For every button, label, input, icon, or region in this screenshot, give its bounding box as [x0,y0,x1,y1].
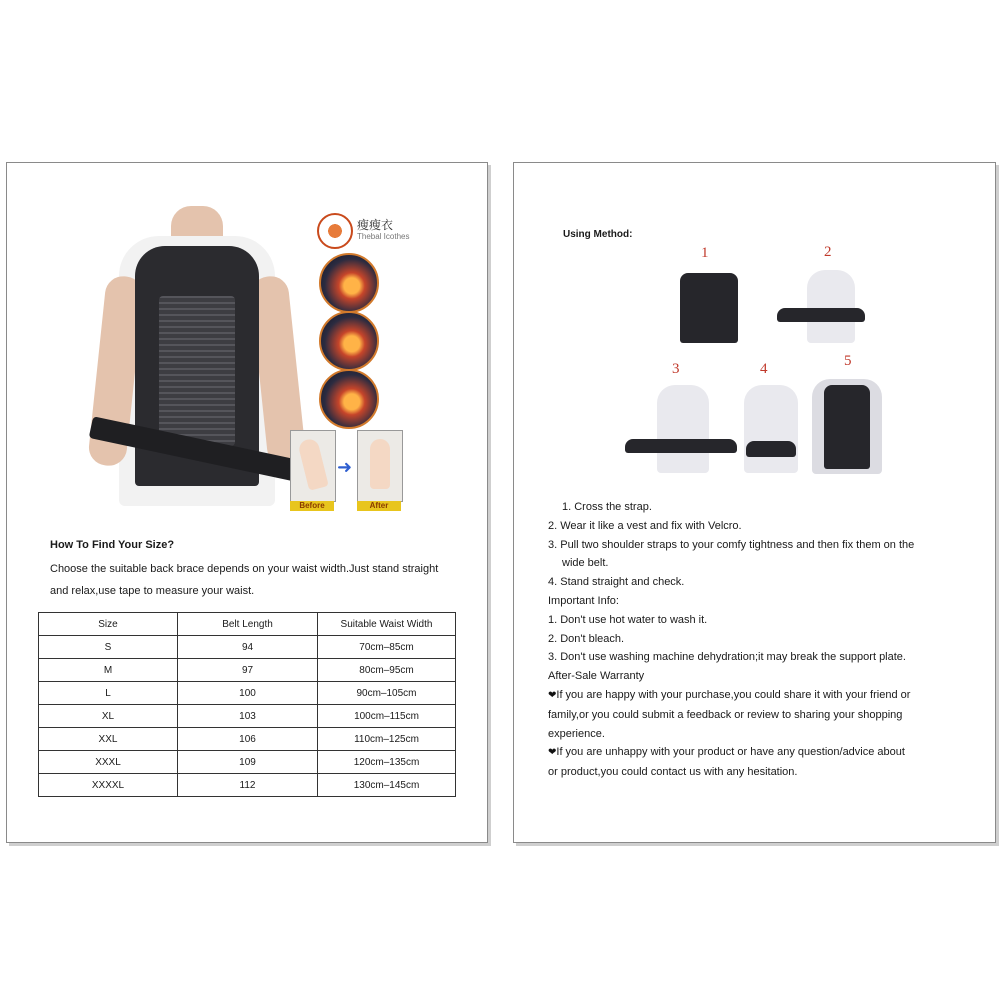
cell-belt-length: 94 [178,636,318,659]
brand-cn-text: 瘦瘦衣 [357,218,394,232]
brace-flat-image [680,273,738,343]
heart-icon: ❤ [548,689,557,701]
warranty-heading: After-Sale Warranty [548,670,645,683]
step-1-image [664,245,744,343]
neck-pain-illustration [319,253,379,313]
cell-size: M [39,659,178,682]
step-instruction: wide belt. [562,557,609,570]
size-guide-page [6,162,488,843]
cell-size: S [39,636,178,659]
using-method-heading: Using Method: [563,229,633,240]
cell-belt-length: 103 [178,705,318,728]
cell-belt-length: 109 [178,751,318,774]
cell-size: XL [39,705,178,728]
cell-size: XXXXL [39,774,178,797]
model-torso [807,270,855,343]
warranty-item: experience. [548,727,605,740]
shoulder-pain-illustration [319,311,379,371]
cell-belt-length: 97 [178,659,318,682]
brace-belt [625,439,737,453]
cell-belt-length: 106 [178,728,318,751]
cell-waist-width: 90cm–105cm [318,682,456,705]
warranty-item: ❤If you are happy with your purchase,you could share it with your friend or [548,688,911,701]
step-number: 5 [844,353,852,369]
cell-waist-width: 120cm–135cm [318,751,456,774]
table-row [39,751,456,774]
warranty-item: family,or you could submit a feedback or review to sharing your shopping [548,708,903,721]
header-waist-width: Suitable Waist Width [318,613,456,636]
table-row [39,636,456,659]
spine-pain-illustration [319,369,379,429]
cell-waist-width: 100cm–115cm [318,705,456,728]
step-number: 3 [672,361,680,377]
step-5-image [806,353,888,476]
brand-logo-icon [317,213,353,249]
size-chart-table [38,612,456,797]
cell-waist-width: 80cm–95cm [318,659,456,682]
step-instruction: 3. Pull two shoulder straps to your comfy tightness and then fix them on the [548,538,915,551]
important-item: 2. Don't bleach. [548,632,625,645]
before-after-posture [290,430,403,510]
step-instruction: 1. Cross the strap. [562,501,652,513]
important-item: 3. Don't use washing machine dehydration;it may break the support plate. [548,651,906,664]
cell-belt-length: 100 [178,682,318,705]
step-2-image [769,244,869,343]
step-4-image [732,361,812,476]
after-label: After [357,501,401,511]
table-header-row [39,613,456,636]
instructions-page [513,162,996,843]
important-heading: Important Info: [548,594,619,607]
warranty-item: or product,you could contact us with any hesitation. [548,766,798,779]
step-instruction: 2. Wear it like a vest and fix with Velcro. [548,519,742,532]
header-belt-length: Belt Length [178,613,318,636]
cell-waist-width: 110cm–125cm [318,728,456,751]
brace-worn [824,385,870,469]
brace-belt [746,441,796,457]
back-brace-model-photo [97,206,297,506]
step-number: 2 [824,244,832,260]
header-size: Size [39,613,178,636]
arrow-right-icon: ➜ [337,457,353,477]
model-torso [744,385,798,473]
table-row [39,682,456,705]
warranty-item: ❤If you are unhappy with your product or have any question/advice about [548,746,905,759]
step-3-image [619,361,739,476]
cell-size: XXXL [39,751,178,774]
brand-en-text: Thebal Icothes [357,232,410,241]
step-number: 1 [701,245,709,261]
table-row [39,705,456,728]
size-description: Choose the suitable back brace depends on your waist width.Just stand straight and relax,use tape to measure your waist. [50,563,439,597]
step-number: 4 [760,361,768,377]
cell-waist-width: 130cm–145cm [318,774,456,797]
after-posture-image [357,430,403,502]
cell-waist-width: 70cm–85cm [318,636,456,659]
brand-mark [317,213,409,249]
before-label: Before [290,501,334,511]
before-posture-image [290,430,336,502]
table-row [39,774,456,797]
brace-mesh-panel [159,296,235,446]
table-row [39,728,456,751]
cell-size: L [39,682,178,705]
size-heading: How To Find Your Size? [50,539,175,551]
table-row [39,659,456,682]
step-instruction: 4. Stand straight and check. [548,576,685,589]
cell-belt-length: 112 [178,774,318,797]
important-item: 1. Don't use hot water to wash it. [548,613,708,626]
instructions-text [548,498,973,782]
model-torso [657,385,709,473]
heart-icon: ❤ [548,747,557,759]
cell-size: XXL [39,728,178,751]
brace-belt [777,308,865,322]
